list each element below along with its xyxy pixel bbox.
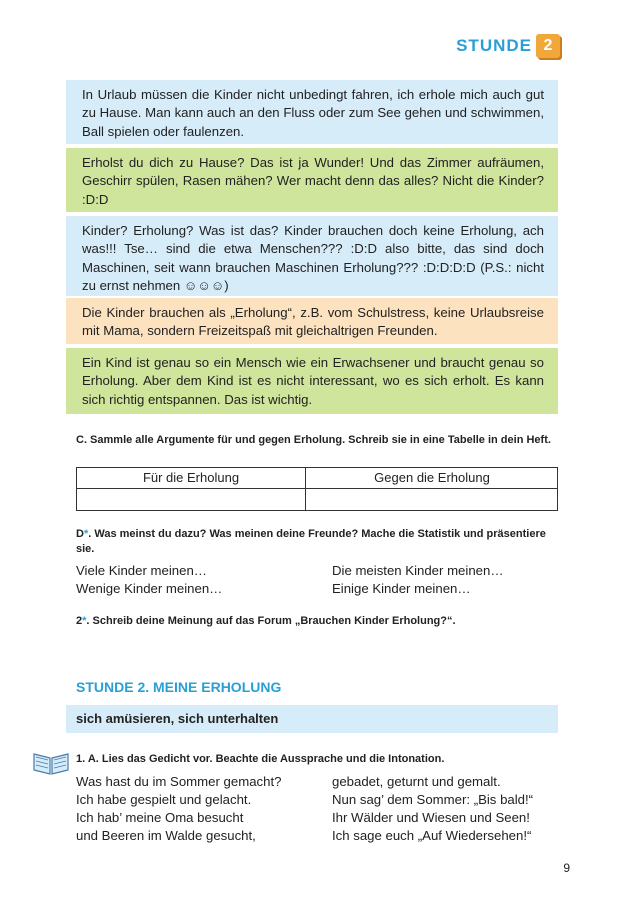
- vocab-strip: sich amüsieren, sich unterhalten: [66, 705, 558, 733]
- task-d-star: *: [83, 528, 89, 540]
- lesson-header-title: STUNDE: [456, 36, 532, 55]
- table-header-against: [306, 468, 558, 510]
- forum-post-text: Die Kinder brauchen als „Erholung“, z.B. vom Schulstress, keine Urlaubsreise mit Mama, sondern Freizeitspaß mit gleichaltrigen Freunden.: [82, 305, 544, 339]
- lesson-number-badge: 2: [536, 34, 560, 58]
- poem: [76, 773, 558, 847]
- forum-post-text: Kinder? Erholung? Was ist das? Kinder brauchen doch keine Erholung, ach was!!! Tse… sind die etwa Menschen??? :D:D also bitte, das sind doch Maschinen, seit wann brauchen Maschinen Erholung??? :D:D:D:D (P.S.: nicht zu ernst nehmen ☺☺☺): [82, 223, 544, 294]
- poem-line: Was hast du im Sommer gemacht?: [76, 774, 282, 789]
- page-number: 9: [563, 861, 570, 875]
- table-header-against-label: Gegen die Erholung: [374, 470, 490, 485]
- task-2-star: *: [82, 615, 87, 627]
- forum-post-1: [66, 80, 558, 144]
- table-header-for-label: Für die Erholung: [142, 470, 240, 485]
- forum-post-2: [66, 148, 558, 212]
- lesson-header: [456, 34, 560, 58]
- forum-post-4: [66, 298, 558, 344]
- phrase-item: Viele Kinder meinen…: [76, 563, 207, 578]
- arguments-table: [76, 467, 558, 511]
- forum-post-text: In Urlaub müssen die Kinder nicht unbedingt fahren, ich erhole mich auch gut zu Hause. Man kann auch an den Fluss oder zum See gehen und schwimmen, Ball spielen oder faulenzen.: [82, 87, 544, 139]
- task-c-instruction: C. Sammle alle Argumente für und gegen Erholung. Schreib sie in eine Tabelle in dein Heft.: [76, 434, 551, 446]
- poem-line: Nun sag’ dem Sommer: „Bis bald!“: [332, 792, 534, 807]
- phrase-item: Einige Kinder meinen…: [332, 581, 471, 596]
- forum-post-text: Erholst du dich zu Hause? Das ist ja Wunder! Und das Zimmer aufräumen, Geschirr spülen, Rasen mähen? Wer macht denn das alles? Nicht die Kinder? :D:D: [82, 155, 544, 207]
- forum-post-3: [66, 216, 558, 296]
- task-d-prefix: D: [76, 528, 84, 540]
- poem-line: gebadet, geturnt und gemalt.: [332, 774, 501, 789]
- task-1a-instruction: 1. A. Lies das Gedicht vor. Beachte die Aussprache und die Intonation.: [76, 753, 445, 765]
- poem-line: Ich hab’ meine Oma besucht: [76, 810, 244, 825]
- table-header-for: [77, 468, 305, 510]
- poem-line: Ihr Wälder und Wiesen und Seen!: [332, 810, 530, 825]
- task-2-text: . Schreib deine Meinung auf das Forum „Brauchen Kinder Erholung?“.: [86, 615, 456, 627]
- poem-line: Ich sage euch „Auf Wiedersehen!“: [332, 828, 532, 843]
- forum-post-text: Ein Kind ist genau so ein Mensch wie ein Erwachsener und braucht genau so Erholung. Aber dem Kind ist es nicht interessant, wo es sich erholt. Es kann sich richtig entspannen. Das ist wichtig.: [82, 355, 544, 407]
- poem-line: und Beeren im Walde gesucht,: [76, 828, 256, 843]
- phrase-item: Die meisten Kinder meinen…: [332, 563, 504, 578]
- forum-post-5: [66, 348, 558, 414]
- opinion-phrases: [76, 562, 558, 598]
- task-d-instruction: [76, 527, 558, 557]
- section-title: STUNDE 2. MEINE ERHOLUNG: [76, 679, 282, 695]
- task-2-instruction: [76, 614, 558, 629]
- task-2-prefix: 2: [76, 615, 83, 627]
- task-d-text: . Was meinst du dazu? Was meinen deine Freunde? Mache die Statistik und präsentiere sie.: [76, 528, 546, 555]
- phrase-item: Wenige Kinder meinen…: [76, 581, 223, 596]
- open-book-icon: [32, 748, 70, 776]
- poem-line: Ich habe gespielt und gelacht.: [76, 792, 252, 807]
